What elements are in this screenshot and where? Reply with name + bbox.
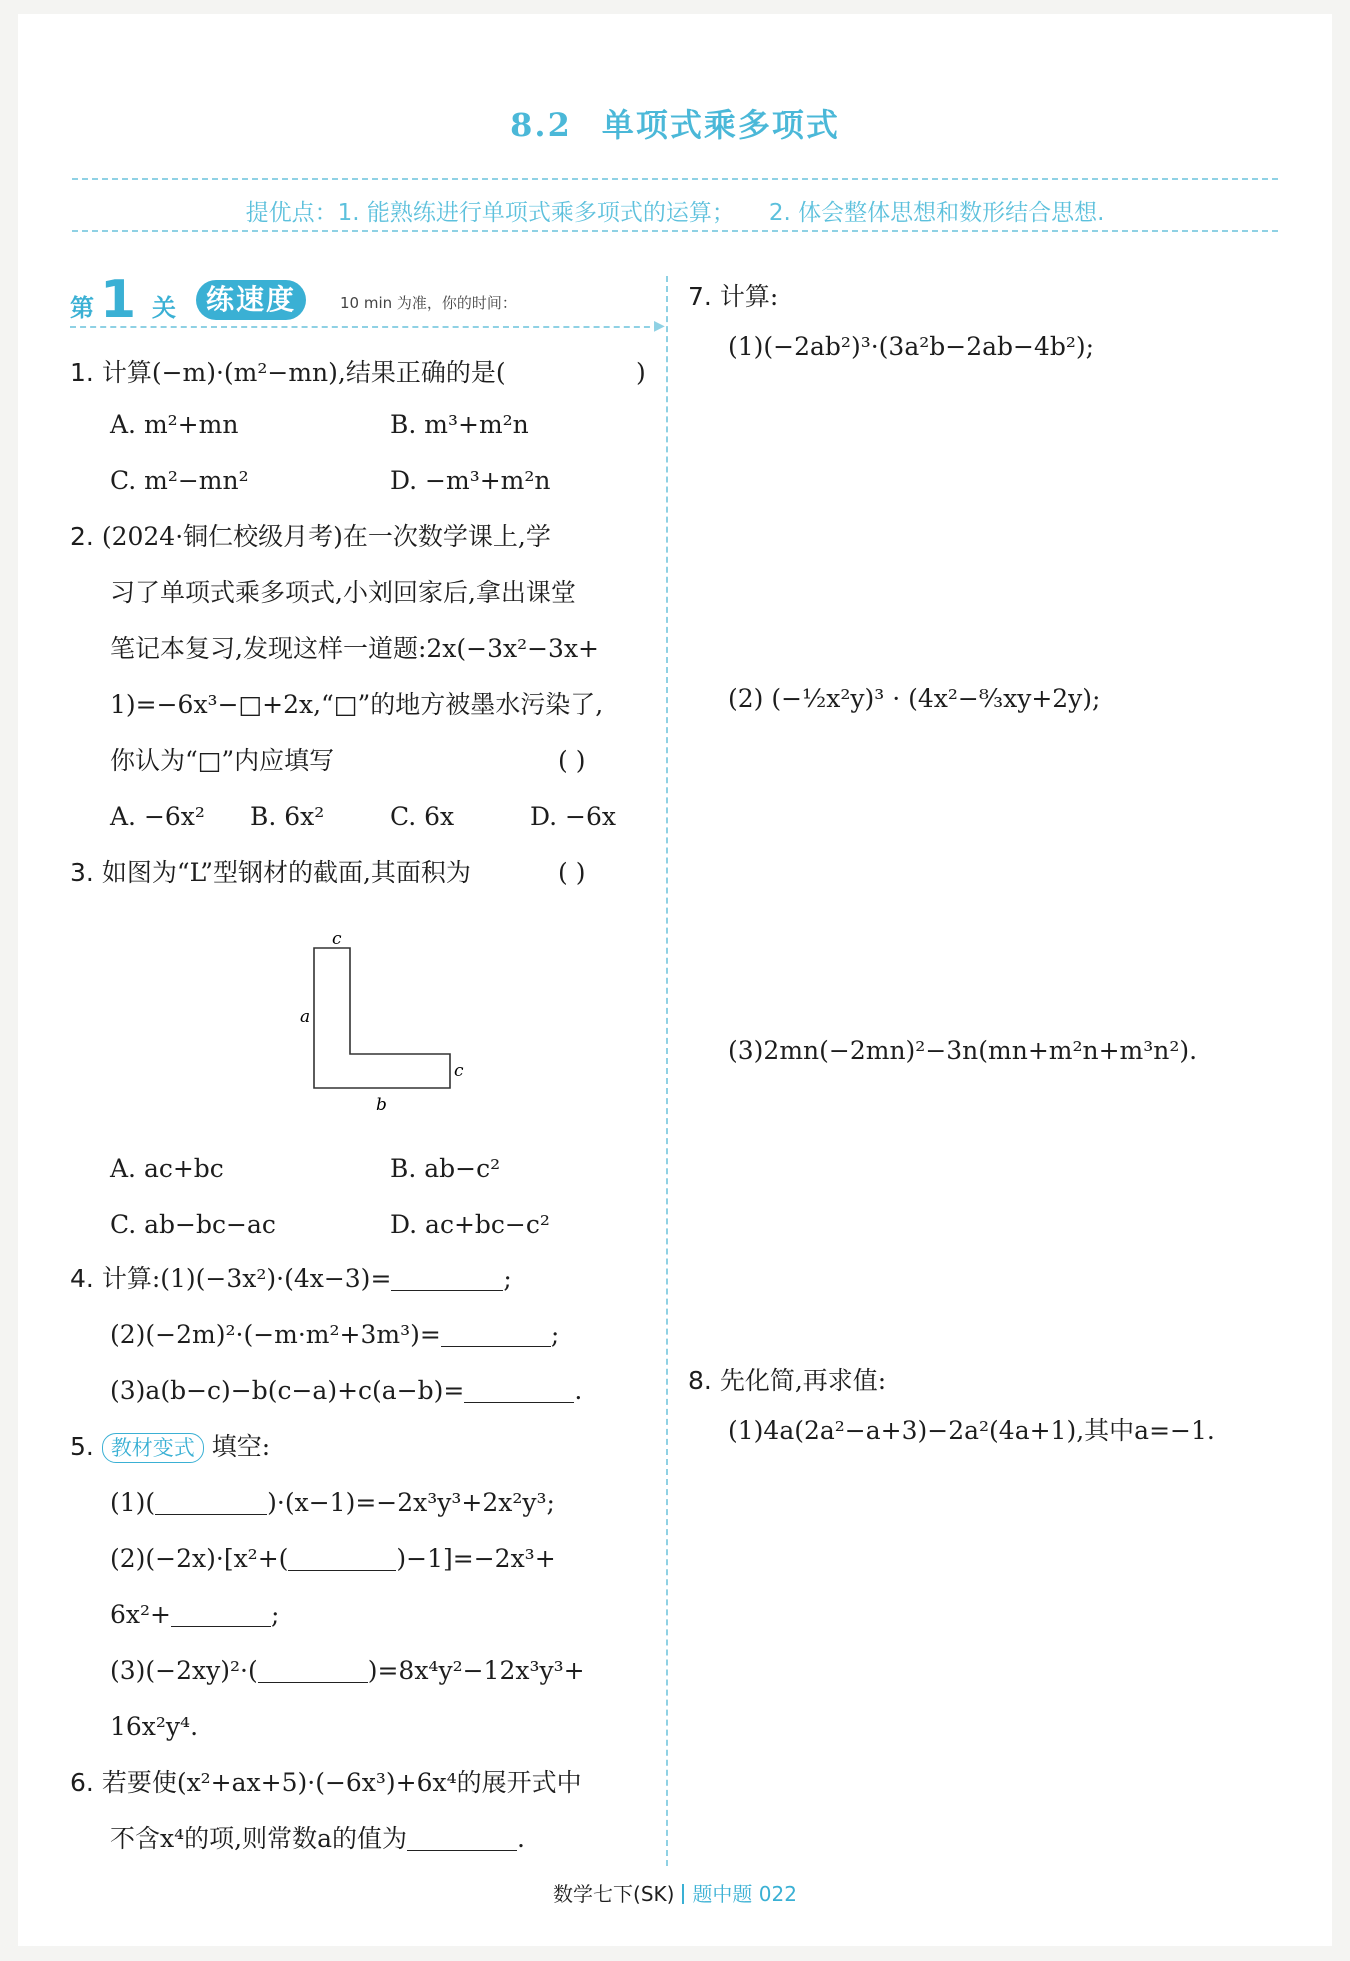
question-part-1: 计算:(1)(−3x²)·(4x−3)= [101, 1264, 392, 1293]
question-4-part-3 [110, 1376, 582, 1406]
question-line-1: 若要使(x²+ax+5)·(−6x³)+6x⁴的展开式中 [101, 1768, 582, 1797]
option-c: C. ab−bc−ac [110, 1210, 276, 1239]
label-a: a [300, 1007, 311, 1027]
question-5-part-2 [110, 1544, 556, 1574]
section-title [18, 100, 1332, 146]
answer-blank[interactable] [391, 1266, 503, 1291]
question-4-part-2 [110, 1320, 559, 1350]
question-5-part-2-cont [110, 1600, 279, 1630]
answer-blank[interactable] [155, 1490, 267, 1515]
answer-blank[interactable] [407, 1826, 517, 1851]
footer-subject: 数学七下(SK) [553, 1882, 675, 1906]
option-b: B. 6x² [250, 802, 325, 831]
question-line-2-end: . [516, 1824, 525, 1853]
part-2-end: )−1]=−2x³+ [396, 1544, 556, 1573]
question-stem: 计算(−m)·(m²−mn),结果正确的是( [101, 358, 506, 387]
question-5-part-3-cont: 16x²y⁴. [110, 1712, 199, 1741]
tip-item-2: 2. 体会整体思想和数形结合思想. [768, 200, 1105, 226]
arrow-right-icon: ▶ [654, 318, 665, 334]
question-6-line-2 [110, 1824, 525, 1854]
option-b: B. m³+m²n [390, 410, 529, 439]
question-part-2: (2)(−2m)²·(−m·m²+3m³)= [110, 1320, 441, 1349]
question-number: 1. [70, 358, 94, 387]
level-timer: 10 min 为准，你的时间： [340, 294, 517, 312]
level-header [70, 270, 670, 334]
question-stem: 计算: [719, 282, 779, 311]
option-a: A. ac+bc [110, 1154, 224, 1183]
question-number: 5. [70, 1432, 94, 1461]
question-part-3-end: . [574, 1376, 583, 1405]
question-number: 2. [70, 522, 94, 551]
page-number: 022 [758, 1882, 797, 1906]
question-number: 4. [70, 1264, 94, 1293]
part-3-start: (3)(−2xy)²·( [110, 1656, 258, 1685]
answer-blank[interactable] [258, 1658, 368, 1683]
section-number: 8.2 [510, 106, 572, 144]
question-stem: 先化简,再求值: [719, 1366, 887, 1395]
question-line-4: 1)=−6x³−□+2x,“□”的地方被墨水污染了, [110, 690, 604, 719]
question-line-2: 不含x⁴的项,则常数a的值为 [110, 1824, 407, 1853]
question-line-1: (2024·铜仁校级月考)在一次数学课上,学 [101, 522, 551, 551]
answer-paren: ( ) [558, 746, 586, 775]
question-part-3: (3)a(b−c)−b(c−a)+c(a−b)= [110, 1376, 465, 1405]
l-shape-figure [284, 934, 504, 1134]
part-1-start: (1)( [110, 1488, 156, 1517]
footer-brand: 题中题 [692, 1882, 753, 1906]
question-part-1-end: ; [503, 1264, 512, 1293]
question-3 [70, 858, 471, 888]
worksheet-page [18, 14, 1332, 1946]
question-5-part-1 [110, 1488, 555, 1518]
question-line-5: 你认为“□”内应填写 [110, 746, 335, 775]
part-2-start: (2)(−2x)·[x²+( [110, 1544, 289, 1573]
footer-separator [682, 1884, 684, 1904]
tip-banner [72, 194, 1278, 227]
question-6 [70, 1768, 582, 1798]
level-name-badge: 练速度 [196, 280, 306, 320]
question-stem: 如图为“L”型钢材的截面,其面积为 [101, 858, 471, 887]
label-c-top: c [332, 934, 342, 949]
tip-label: 提优点： [245, 200, 338, 226]
label-c-right: c [454, 1061, 464, 1081]
option-a: A. −6x² [110, 802, 205, 831]
tip-item-1: 1. 能熟练进行单项式乘多项式的运算； [337, 200, 735, 226]
tip-top-rule [72, 178, 1278, 180]
question-line-2: 习了单项式乘多项式,小刘回家后,拿出课堂 [110, 578, 576, 607]
part-2-cont-end: ; [270, 1600, 280, 1629]
part-1-end: )·(x−1)=−2x³y³+2x²y³; [267, 1488, 555, 1517]
question-number: 3. [70, 858, 94, 887]
option-d: D. −6x [530, 802, 616, 831]
question-number: 7. [688, 282, 712, 311]
option-c: C. m²−mn² [110, 466, 249, 495]
level-underline [70, 326, 660, 328]
question-4 [70, 1264, 512, 1294]
textbook-variant-badge: 教材变式 [102, 1433, 204, 1463]
question-7-part-2: (2) (−½x²y)³ · (4x²−⁸⁄₃xy+2y); [728, 684, 1101, 713]
level-number: 1 [100, 270, 137, 330]
question-part-2-end: ; [550, 1320, 560, 1349]
answer-paren: ( ) [558, 858, 586, 887]
answer-blank[interactable] [171, 1602, 271, 1627]
answer-paren-close: ) [636, 358, 646, 387]
question-7 [688, 282, 778, 312]
question-2 [70, 522, 551, 552]
option-b: B. ab−c² [390, 1154, 501, 1183]
question-5-part-3 [110, 1656, 585, 1686]
question-line-3: 笔记本复习,发现这样一道题:2x(−3x²−3x+ [110, 634, 600, 663]
option-a: A. m²+mn [110, 410, 239, 439]
question-5 [70, 1432, 270, 1463]
option-d: D. ac+bc−c² [390, 1210, 550, 1239]
l-shape-outline [314, 948, 450, 1088]
level-di: 第 [70, 294, 94, 322]
part-3-end: )=8x⁴y²−12x³y³+ [367, 1656, 585, 1685]
question-8 [688, 1366, 886, 1396]
option-d: D. −m³+m²n [390, 466, 551, 495]
level-guan: 关 [152, 294, 176, 322]
answer-blank[interactable] [464, 1378, 574, 1403]
question-8-part-1: (1)4a(2a²−a+3)−2a²(4a+1),其中a=−1. [728, 1416, 1215, 1445]
question-7-part-3: (3)2mn(−2mn)²−3n(mn+m²n+m³n²). [728, 1036, 1198, 1065]
tip-bottom-rule [72, 230, 1278, 232]
answer-blank[interactable] [441, 1322, 551, 1347]
column-divider [666, 276, 668, 1866]
question-number: 8. [688, 1366, 712, 1395]
part-2-cont: 6x²+ [110, 1600, 171, 1629]
answer-blank[interactable] [288, 1546, 396, 1571]
question-7-part-1: (1)(−2ab²)³·(3a²b−2ab−4b²); [728, 332, 1095, 361]
page-footer [18, 1878, 1332, 1907]
question-stem: 填空: [211, 1432, 271, 1461]
option-c: C. 6x [390, 802, 455, 831]
question-1 [70, 358, 506, 388]
section-name: 单项式乘多项式 [601, 106, 840, 144]
label-b: b [376, 1095, 387, 1115]
question-number: 6. [70, 1768, 94, 1797]
